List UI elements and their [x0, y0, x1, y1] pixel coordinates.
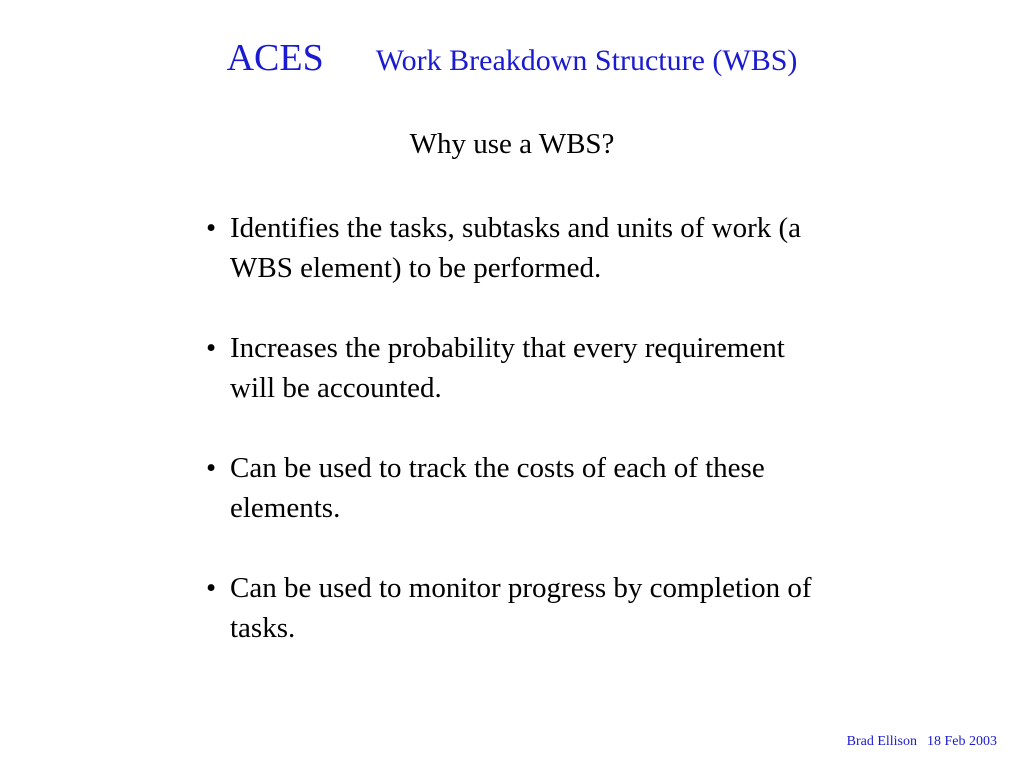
slide-title: [0, 36, 1024, 80]
bullet-dot-icon: •: [206, 452, 217, 484]
bullet-dot-icon: •: [206, 332, 217, 364]
bullet-dot-icon: •: [206, 212, 217, 244]
bullet-item: [206, 328, 826, 408]
bullet-list: [206, 208, 826, 688]
title-main: ACES: [226, 37, 324, 79]
title-subtitle: Work Breakdown Structure (WBS): [375, 44, 798, 77]
bullet-text: Can be used to track the costs of each of these elements.: [230, 452, 765, 524]
bullet-item: [206, 208, 826, 288]
bullet-text: Increases the probability that every requirement will be accounted.: [230, 332, 785, 404]
slide-footer: [847, 734, 997, 750]
bullet-dot-icon: •: [206, 572, 217, 604]
footer-date: 18 Feb 2003: [927, 734, 997, 749]
footer-author: Brad Ellison: [846, 734, 917, 749]
slide-question: Why use a WBS?: [409, 128, 615, 160]
bullet-item: [206, 448, 826, 528]
bullet-item: [206, 568, 826, 648]
bullet-text: Identifies the tasks, subtasks and units of work (a WBS element) to be performed.: [230, 212, 802, 284]
bullet-text: Can be used to monitor progress by completion of tasks.: [230, 572, 812, 644]
